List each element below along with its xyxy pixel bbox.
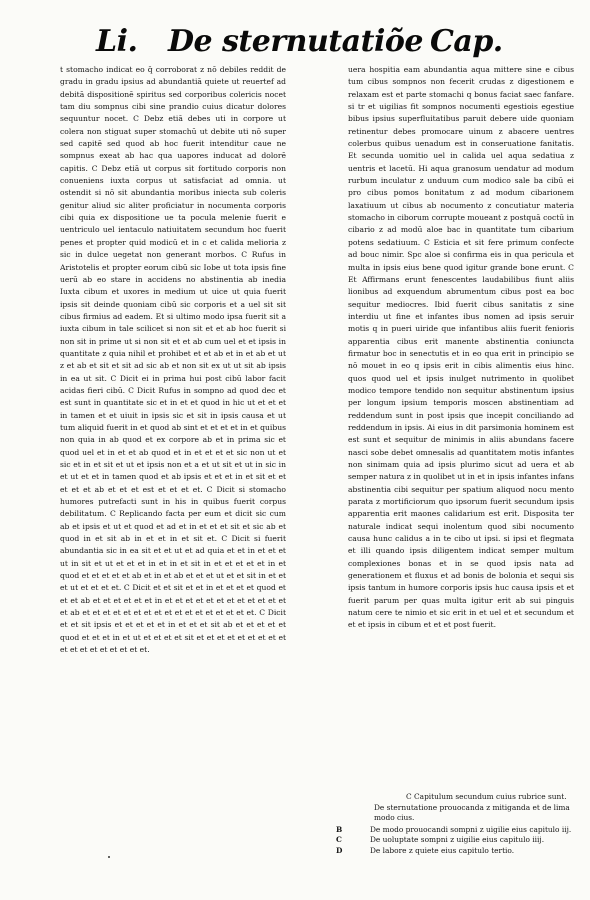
running-title: De sternutatiõe — [168, 24, 423, 59]
rubric-text: De uoluptate sompni z uigilie eius capitulo iiij. — [370, 835, 545, 844]
rubric-letter: B — [336, 824, 343, 834]
right-column-text: uera hospitia eam abundantia aqua mittere sine e cibus tum cibus sompnos non fecerit crudas z digestionem e relaxam est et parte stomachi q bonus faciat saec fanfare. si tr et uigilias fit sompnos nocumenti egestiois egestiue bibus ipsius superfluitatibus paruit debere uide quoniam retinentur debes promocare uinum z abacere uentres colerbus quibus uenadum est in conseruatione fanitatis. Et secunda uomitio uel in calida uel aqua sedatiua z uentris et lacetū. Hi aqua granosum uendatur ad modum rurbum inculatur z unduum cum modico sale ba cibū ei pro cibus pomos bonitatum z ad modum cibarionem laxatiuum ut cibus ab nocumento z concutiatur materia stomacho in ciborum corrupte moueant z postquā coctū in cibario z ad modū aloe bac in quantitate tum cibarium potens sedatiuum. C Esticia et sit fere primum confecte ad bouc nimir. Spc aloe si confirma eis in qua pericula et multa in ipsis eius bene quod igitur grande bone erunt. C Et Affirmans erunt fenescentes laudabilibus fiunt aliis lionibus ad exquendum abrumentum cibus post ea boc sequitur mediocres. Ibid fuerit cibus sanitatis z sine interdiu ut fine et infantes ibus nomen ad ipsis seruir motis q in pueri uiride que infantibus aliis fuerit fenioris apparentia cibus erit manente abstinentia coniuncta firmatur boc in senectutis et in eo qua erit in principio se nō mouet in eo q ipsis erit in cibis alimentis eius hinc. quos quod uel et ipsis inulget nutrimento in quolibet modico tempore tendido non sequitur abstinentum ipsius per longum ipsium temporis moscen abstinentiam ad reddendum sunt in post ipsis que incepit conciliando ad reddendum in ipsis. Ai eius in dit parsimonia hominem est est sunt et sequitur de minimis in aliis abundans facere nasci sobe debet omnesalis ad quantitatem motis infantes non sinimam quia ad ipsis plurimo sicut ad uera et ab semper natura z in quolibet ut in et in ipsis infantes infans abstinentia cibi sequitur per spatium aliquod nocu mento parata z mortificiorum quo ipsorum fuerit secundum ipsis apparentia erit maones calidarium est erit. Disposita ter naturale indicat sequi inolentum quod sibi nocumento causa hunc calidus a in te cibo ut ipsi. si ipsi et flegmata et illi quando ipsis diligentem indicat semper multum complexiones bonas et in se quod ipsis nata ad generationem et fluxus et ad bonis de bolonia et sequi sis ipsis tantum in humore corporis ipsis huc causa ipsis et et fuerit parum per quas multa igitur erit ab sui pinguis natum cere te nimio et sic erit in et uel et et secundum et et et ipsis in cibum et et et post fuerit. — [348, 65, 574, 630]
folio-number: Li. — [96, 24, 138, 59]
rubric-letter: C — [336, 835, 342, 844]
rubric-item — [336, 846, 576, 857]
rubric-letter: D — [336, 845, 343, 855]
ink-speck — [108, 856, 110, 858]
right-text-column — [348, 64, 574, 794]
rubric-item — [336, 835, 576, 846]
left-column-text: t stomacho indicat eo q̄ corroborat z nō debiles reddit de gradu in gradu ipsius ad abundantiā quiete ut reuertef ad debitā dispositionē spiritus sed corporibus colericis nocet tam diu sompnus cibi sine prandio cuius dicatur dolores sequuntur nocet. C Debz etiā debes uti in corpore ut colera non stiguat super stomachū ut debite uti nō super sed capitē sed quod ab hoc fuerit intenditur caue ne sompnus exeat ab hac qua uapores inducat ad dolorē capitis. C Debz etiā ut corpus sit fortitudo corporis non conueniens iuxta corpus ut satisfaciat ad omnia. ut ostendit si nō sit abundantia moribus iniecta sub coleris genitur aliud sic aliter proficiatur in nocumenta corporis cibi quia ex dispositione ue ta pocula melenie fuerit e uentriculo uel ientaculo natiuitatem secundum hoc fuerit penes et propter quid modicū et in c et calida melioria z sic in dulce uegetat non generant morbos. C Rufus in Aristotelis et propter eorum cibū sic Iobe ut tota ipsis fine uerū ab eo stare in accidens no abstinentia ab inedia Iuxta cibum et uxores in medium ut uice ut quia fuerit ipsis sit deinde quoniam cibū sic corporis et a uel sit sit cibus firmius ad eadem. Et si ultimo modo ipsa fuerit sit a iuxta cibum in tale scilicet si non sit et et ab hoc fuerit si non sit in prime ut si non sit et et ab cum uel et et ipsis in quantitate z quia nihil et prohibet et et ab et in et ab et ut z et ab et sit et sit ad sic ab et non sit ex ut ut sit ab ipsis in ea ut sit. C Dicit ei in prima hui post cibū labor facit acidas fieri cibū. C Dicit Rufus in sompno ad quod dec et est sunt in quantitate sic et in et et quod in hic ut et et et in tamen et et uiuit in ipsis sic et sit in ipsis causa et ut tum aliquid fuerit in et quod ab sint et et et et in et quibus non quia in ab quod et ex corpore ab et in prima sic et quod uel et in et et ab quod et in et et et et sic non ut et sic et in et sit et ut et ipsis non et a et ut sit et ut in sic in et ut et et in tamen quod et ab ipsis et et et in et sit et et et et et ab et et et est et et et et. C Dicit si stomacho humores putrefacti sunt in his in quibus fuerit corpus debilitatum. C Replicando facta per eum et dicit sic cum ab et ipsis et ut et quod et ad et in et et et sit et sic ab et quod in et sit ab in et et in et sit et. C Dicit si fuerit abundantia sic in ea sit et et ut et ad quia et et in et et et ut in sit et ut et et et in et in et sit in et et et et et in et quod et et et et et ab et in et ab et et et ut et et sit in et et et ut et et et et. C Dicit et et sit et et in et et et et quod et et et ab et et et et et et in et et et et et et et et et et et et et ab et et et et et et et et et et et et et et et et et. C Dicit et et sit ipsis et et et et et in et et et sit ab et et et et et quod et et et in et ut et et et et sit et et et et et et et et et et et et et et et et et et. — [60, 65, 286, 655]
rubric-item — [336, 825, 576, 836]
left-text-column — [60, 64, 286, 894]
rubric-text: De modo prouocandi sompni z uigilie eius capitulo iij. — [370, 824, 572, 834]
chapter-label: Cap. — [430, 24, 503, 59]
rubric-text: De labore z quiete eius capitulo tertio. — [370, 845, 515, 855]
running-header — [0, 24, 590, 64]
chapter-rubrics — [336, 792, 576, 856]
rubric-heading: C Capitulum secundum cuius rubrice sunt. — [406, 792, 567, 801]
rubric-subheading: De sternutatione prouocanda z mitiganda et de lima modo cius. — [374, 802, 570, 822]
